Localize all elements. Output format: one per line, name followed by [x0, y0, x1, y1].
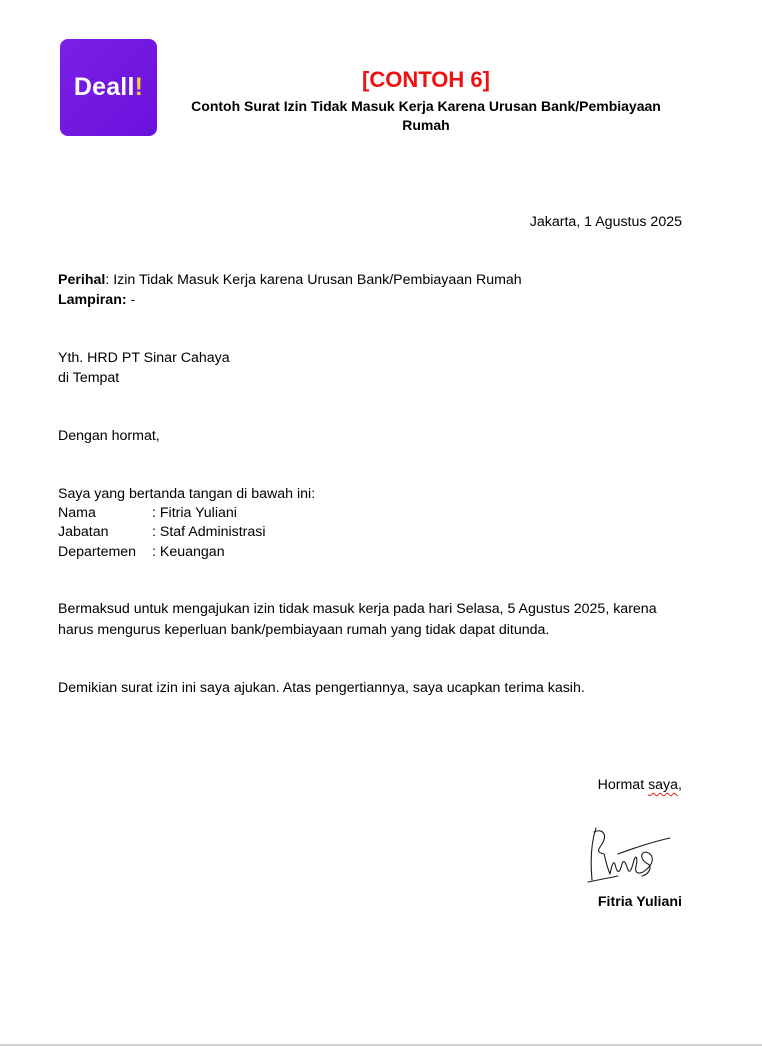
deall-logo: [60, 39, 157, 136]
closing-paragraph: Demikian surat izin ini saya ajukan. Atas pengertiannya, saya ucapkan terima kasih.: [58, 680, 585, 696]
spellcheck-word: saya: [648, 777, 679, 793]
lampiran-label: Lampiran:: [58, 292, 127, 308]
field-label: Departemen: [58, 544, 137, 560]
lampiran-line: [58, 290, 135, 310]
handwritten-signature: [578, 818, 674, 890]
field-row-departemen: [58, 542, 225, 562]
field-value: : Fitria Yuliani: [152, 505, 237, 521]
document-subtitle: Contoh Surat Izin Tidak Masuk Kerja Karena Urusan Bank/Pembiayaan Rumah: [191, 98, 661, 133]
field-value: : Staf Administrasi: [152, 524, 266, 540]
intro-line: Saya yang bertanda tangan di bawah ini:: [58, 486, 316, 502]
greeting: Dengan hormat,: [58, 428, 160, 444]
recipient-line-2: di Tempat: [58, 370, 120, 386]
perihal-line: [58, 270, 522, 290]
place-date: Jakarta, 1 Agustus 2025: [529, 214, 682, 230]
body-line-1: Bermaksud untuk mengajukan izin tidak masuk kerja pada hari Selasa, 5 Agustus 2025, karena: [58, 601, 657, 617]
closing-salutation: Hormat saya,: [597, 777, 682, 793]
perihal-label: Perihal: [58, 272, 106, 288]
recipient-line-1: Yth. HRD PT Sinar Cahaya: [58, 350, 230, 366]
perihal-value: : Izin Tidak Masuk Kerja karena Urusan Bank/Pembiayaan Rumah: [105, 272, 522, 288]
field-label: Jabatan: [58, 524, 109, 540]
field-label: Nama: [58, 505, 96, 521]
body-line-2: harus mengurus keperluan bank/pembiayaan rumah yang tidak dapat ditunda.: [58, 622, 550, 638]
signer-name: Fitria Yuliani: [597, 894, 682, 910]
field-value: : Keuangan: [152, 544, 225, 560]
document-title: [CONTOH 6]: [362, 67, 490, 92]
logo-text: Deall!: [73, 73, 144, 101]
field-row-jabatan: [58, 522, 266, 542]
field-row-nama: [58, 503, 237, 523]
lampiran-value: -: [126, 292, 136, 308]
